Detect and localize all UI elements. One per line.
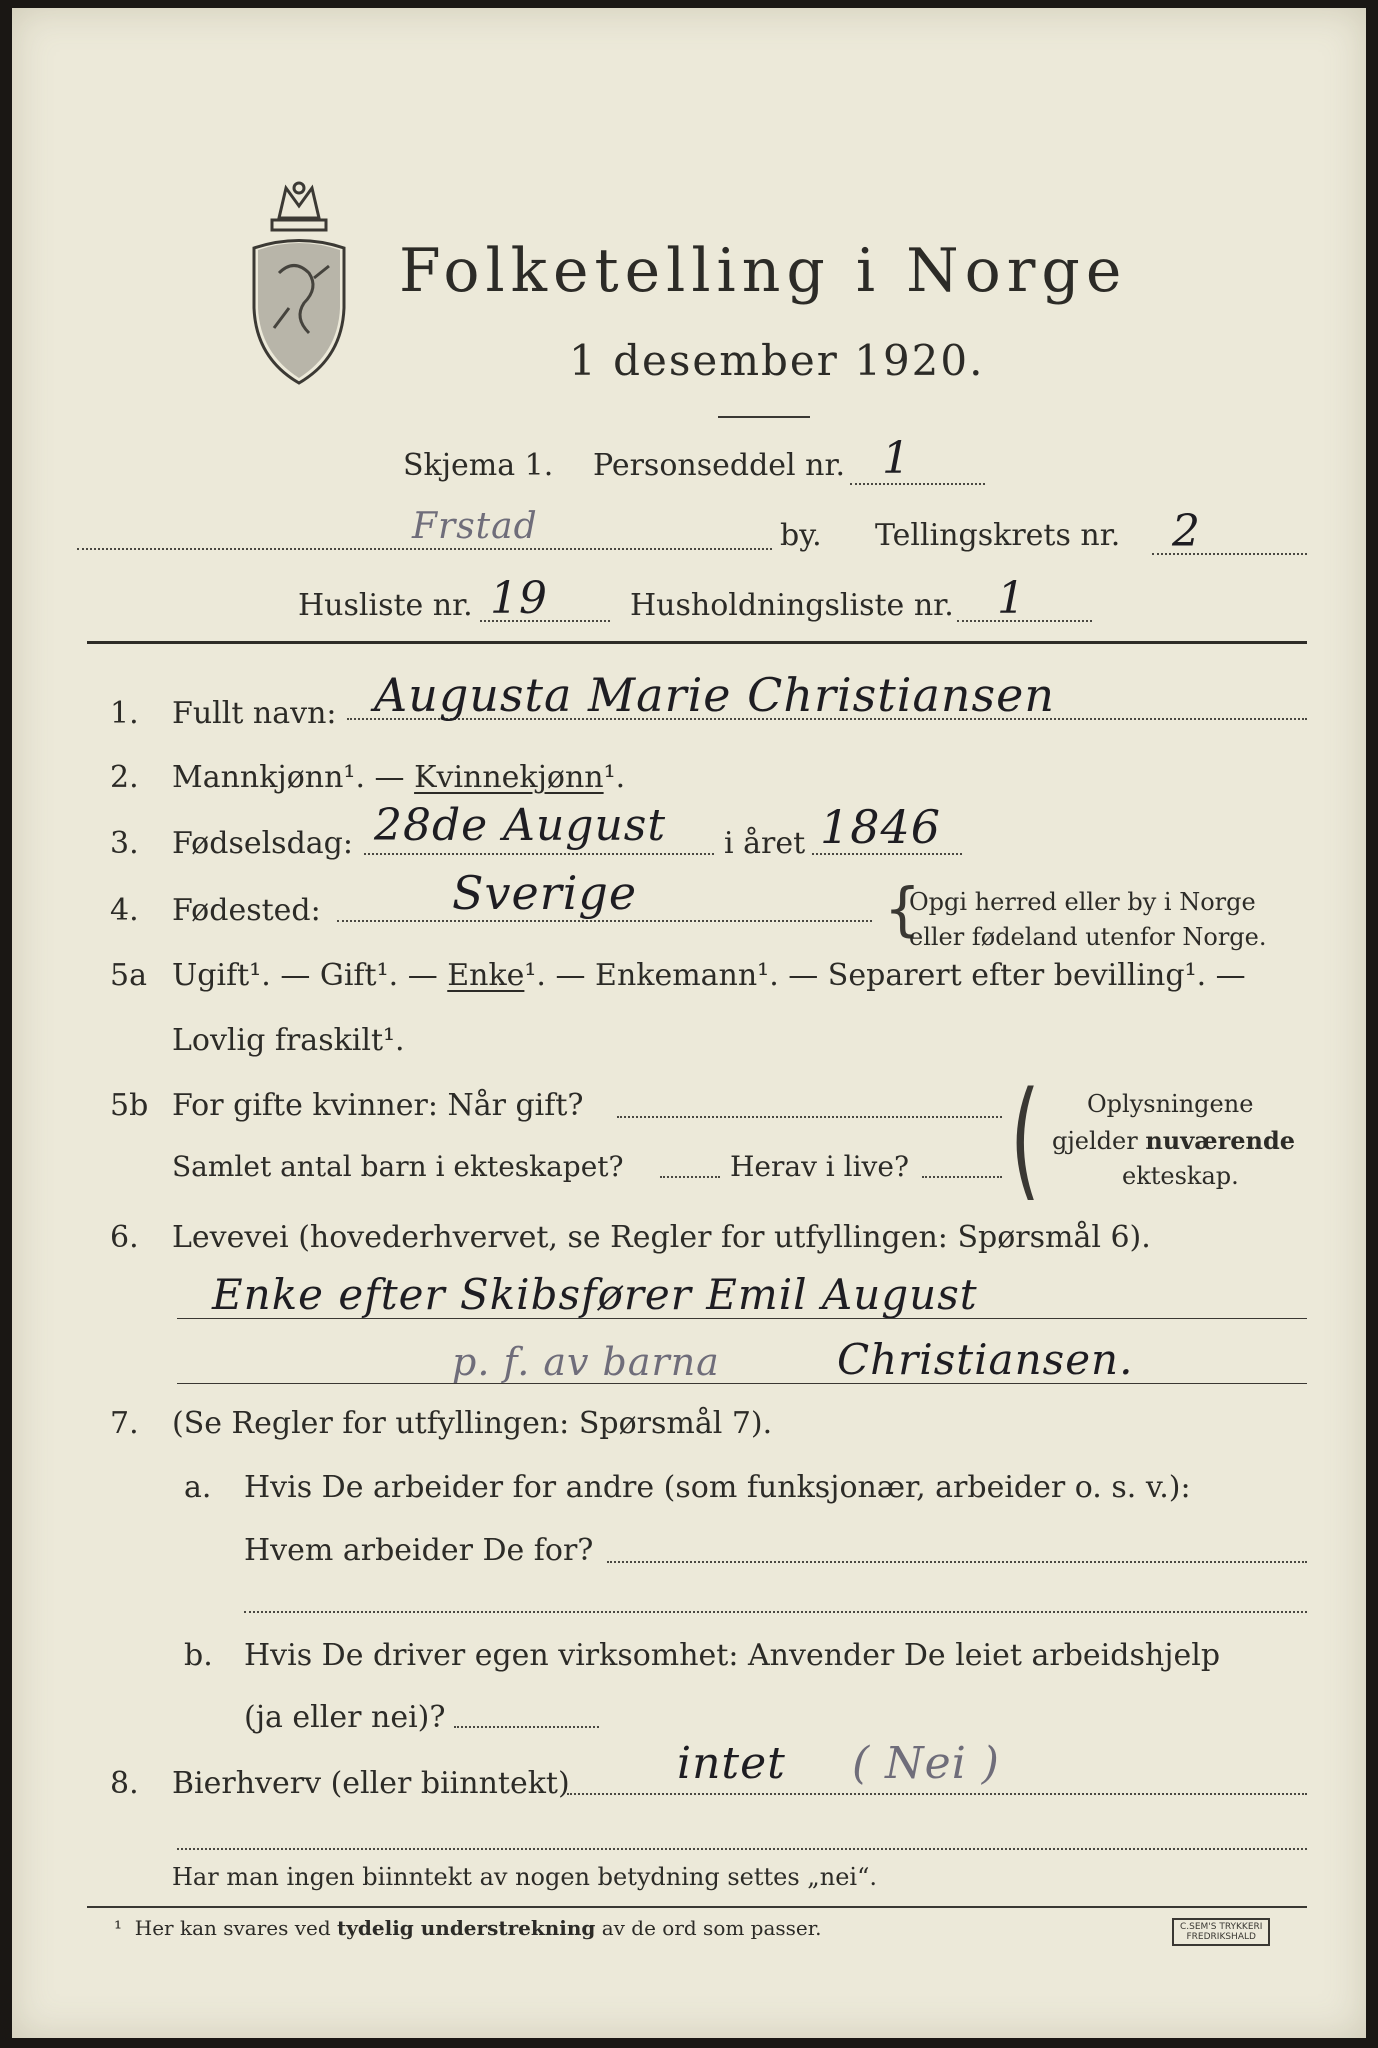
q7-label: (Se Regler for utfyllingen: Spørsmål 7). [172,1406,773,1441]
q3-number: 3. [110,826,139,861]
q4-note-2: eller fødeland utenfor Norge. [909,923,1267,951]
q4-note-brace: { [884,875,921,943]
tellingskrets-label: Tellingskrets nr. [875,518,1121,553]
stamp-line-1: C.SEM'S TRYKKERI [1180,1922,1263,1932]
q5b-children-line [660,1176,720,1178]
form-title: Folketelling i Norge [399,236,1128,306]
q6-value-line1: Enke efter Skibsfører Emil August [212,1270,978,1319]
q6-line-1 [177,1318,1307,1319]
q7-number: 7. [110,1406,139,1441]
q5b-alive-line [922,1176,1002,1178]
q3-label: Fødselsdag: [172,826,353,861]
q8-label: Bierhverv (eller biinntekt) [172,1766,570,1801]
footer-rule [87,1906,1307,1908]
q5a-enke: Enke [447,958,525,993]
footnote-b: tydelig understrekning [337,1916,596,1940]
q4-number: 4. [110,893,139,928]
q5a-number: 5a [110,958,147,993]
footnote-c: av de ord som passer. [595,1916,822,1940]
q1-number: 1. [110,696,139,731]
husliste-value: 19 [490,573,548,624]
footnote [114,1916,822,1940]
city-line [77,548,772,550]
q5b-note-2b: nuværende [1145,1126,1296,1155]
personseddel-value: 1 [882,433,911,484]
q8-number: 8. [110,1766,139,1801]
q8-lower-line [177,1848,1307,1850]
printer-stamp [1172,1918,1270,1946]
q5a-line2: Lovlig fraskilt¹. [172,1023,405,1058]
q5b-label-b: Samlet antal barn i ekteskapet? [172,1150,624,1183]
q6-number: 6. [110,1220,139,1255]
q7a-text: Hvis De arbeider for andre (som funksjonær, arbeider o. s. v.): [244,1470,1191,1505]
q5b-note-2 [1052,1126,1295,1155]
q7b-text: Hvis De driver egen virksomhet: Anvender De leiet arbeidshjelp [244,1638,1221,1673]
husholdningsliste-value: 1 [997,573,1026,624]
q4-value: Sverige [452,866,638,920]
q3-year-label: i året [724,826,806,861]
by-label: by. [780,518,822,553]
q5b-brace: ( [1010,1065,1040,1214]
q4-line [337,920,872,922]
personseddel-line [850,483,985,485]
header-rule [87,641,1307,644]
q7a-line-2 [244,1611,1307,1613]
q7b-question: (ja eller nei)? [244,1700,446,1735]
q5b-note-1: Oplysningene [1087,1090,1254,1118]
footer-note: Har man ingen biinntekt av nogen betydning settes „nei“. [172,1863,877,1891]
q5b-married-line [617,1116,1002,1118]
personseddel-label: Personseddel nr. [593,448,846,483]
city-value: Frstad [412,506,538,547]
q4-label: Fødested: [172,893,321,928]
footnote-a: Her kan svares ved [134,1916,338,1940]
q6-line-2 [177,1383,1307,1384]
q7a-line-1 [607,1561,1307,1563]
q2-number: 2. [110,760,139,795]
q6-value-line2-pencil: p. f. av barna [452,1340,720,1384]
q8-line [567,1793,1307,1795]
q2-kvinnekjonn: Kvinnekjønn [414,760,604,795]
q3-year-value: 1846 [820,800,942,854]
tellingskrets-value: 2 [1172,506,1201,557]
q5b-label-c: Herav i live? [730,1150,909,1183]
form-date: 1 desember 1920. [569,336,985,385]
footnote-mark: ¹ [114,1916,123,1940]
schema-label: Skjema 1. [403,448,554,483]
q5a-rest: ¹. — Enkemann¹. — Separert efter bevilling¹. — [524,958,1246,993]
census-form-page [12,8,1366,2038]
q2-mannkjonn: Mannkjønn¹. — [172,760,405,795]
q4-note-1: Opgi herred eller by i Norge [909,888,1256,916]
q5b-label-a: For gifte kvinner: Når gift? [172,1088,584,1123]
q1-label: Fullt navn: [172,696,337,731]
q5a-ugift-gift: Ugift¹. — Gift¹. — [172,958,438,993]
q7b-line [454,1726,599,1728]
q8-value-ink: intet [677,1738,786,1789]
q1-value: Augusta Marie Christiansen [374,668,1055,722]
q7b-letter: b. [184,1638,213,1673]
coat-of-arms-icon [234,178,364,388]
title-divider [718,416,810,418]
q6-label: Levevei (hovederhvervet, se Regler for utfyllingen: Spørsmål 6). [172,1220,1151,1255]
q7a-letter: a. [184,1470,212,1505]
q5a-text [172,958,1246,993]
q8-value-pencil: ( Nei ) [852,1738,1000,1789]
q5b-note-3: ekteskap. [1122,1162,1239,1190]
q3-value: 28de August [374,800,667,851]
q6-value-line2-ink: Christiansen. [837,1335,1134,1384]
q2-suffix: ¹. [603,760,626,795]
husliste-label: Husliste nr. [298,588,473,623]
q3-line [364,853,714,855]
husholdningsliste-label: Husholdningsliste nr. [630,588,954,623]
q7a-question: Hvem arbeider De for? [244,1533,594,1568]
q2-text [172,760,625,795]
q5b-number: 5b [110,1088,149,1123]
stamp-line-2: FREDRIKSHALD [1186,1932,1256,1942]
q5b-note-2a: gjelder [1052,1127,1146,1155]
